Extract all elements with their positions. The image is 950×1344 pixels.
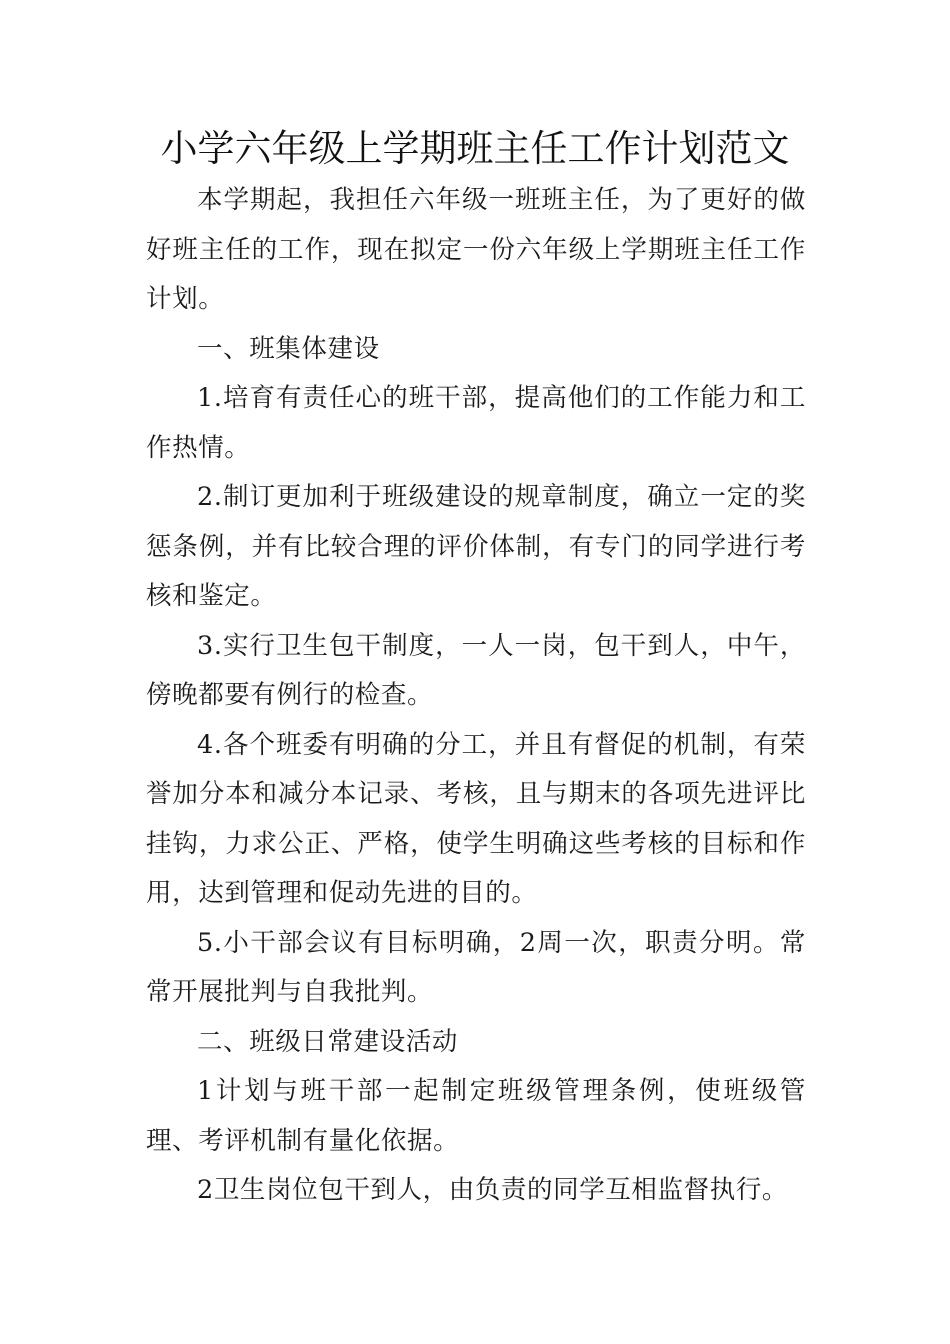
list-item-1-2: 2.制订更加利于班级建设的规章制度，确立一定的奖惩条例，并有比较合理的评价体制，有专门的同学进行考核和鉴定。 xyxy=(146,482,806,611)
document-body xyxy=(146,176,806,1216)
list-item-1-3: 3.实行卫生包干制度，一人一岗，包干到人，中午，傍晚都要有例行的检查。 xyxy=(146,630,806,710)
list-item-1-5: 5.小干部会议有目标明确，2周一次，职责分明。常常开展批判与自我批判。 xyxy=(146,927,806,1007)
list-item-2-2: 2卫生岗位包干到人，由负责的同学互相监督执行。 xyxy=(197,1175,789,1205)
list-item-2-1: 1计划与班干部一起制定班级管理条例，使班级管理、考评机制有量化依据。 xyxy=(146,1076,806,1156)
list-item-1-4: 4.各个班委有明确的分工，并且有督促的机制，有荣誉加分本和减分本记录、考核，且与期末的各项先进评比挂钩，力求公正、严格，使学生明确这些考核的目标和作用，达到管理和促动先进的目的。 xyxy=(146,729,806,908)
intro-paragraph: 本学期起，我担任六年级一班班主任，为了更好的做好班主任的工作，现在拟定一份六年级上学期班主任工作计划。 xyxy=(146,185,806,314)
list-item-1-1: 1.培育有责任心的班干部，提高他们的工作能力和工作热情。 xyxy=(146,383,806,463)
section-heading-2: 二、班级日常建设活动 xyxy=(197,1026,459,1057)
section-heading-1: 一、班集体建设 xyxy=(197,333,380,364)
document-title: 小学六年级上学期班主任工作计划范文 xyxy=(160,127,790,170)
